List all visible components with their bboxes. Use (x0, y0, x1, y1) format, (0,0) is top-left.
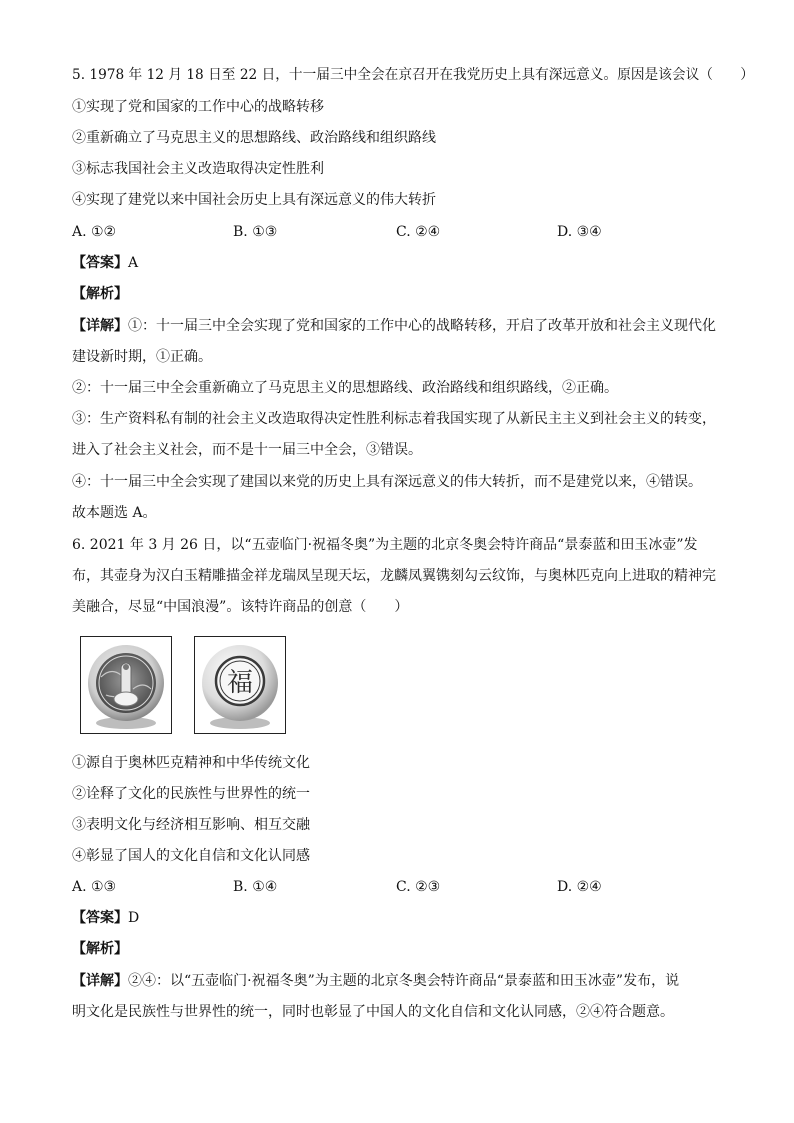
q6-item-2: ②诠释了文化的民族性与世界性的统一 (72, 786, 310, 802)
q5-detail-label: 【详解】 (72, 318, 128, 334)
q6-stem-line-2: 布，其壶身为汉白玉精雕描金祥龙瑞凤呈现天坛，龙麟凤翼镌刻勾云纹饰，与奥林匹克向上进取的精神完 (72, 568, 716, 584)
q6-answer-value: D (128, 910, 140, 926)
q6-stem-line-1: 6. 2021 年 3 月 26 日，以“五壶临门·祝福冬奥”为主题的北京冬奥会特许商品“景泰蓝和田玉冰壶”发 (72, 537, 698, 553)
q5-detail-line-1 (72, 316, 716, 336)
q5-item-3: ③标志我国社会主义改造取得决定性胜利 (72, 161, 324, 177)
curling-stone-fu-illustration (195, 637, 285, 733)
q6-option-d: D. ②④ (557, 879, 602, 895)
q5-stem: 5. 1978 年 12 月 18 日至 22 日，十一届三中全会在京召开在我党历史上具有深远意义。原因是该会议（ ） (72, 67, 754, 83)
q5-option-d: D. ③④ (557, 224, 602, 240)
q5-item-4: ④实现了建党以来中国社会历史上具有深远意义的伟大转折 (72, 192, 436, 208)
q5-detail-line-3: ②：十一届三中全会重新确立了马克思主义的思想路线、政治路线和组织路线，②正确。 (72, 380, 618, 396)
q6-item-3: ③表明文化与经济相互影响、相互交融 (72, 817, 310, 833)
q5-answer (72, 253, 138, 273)
q5-item-1: ①实现了党和国家的工作中心的战略转移 (72, 99, 324, 115)
q5-analysis-label: 【解析】 (72, 286, 128, 302)
curling-stone-fu-photo (194, 636, 286, 734)
q6-detail-label: 【详解】 (72, 973, 128, 989)
q5-detail-line-7: 故本题选 A。 (72, 505, 157, 521)
q5-detail-text-1: ①：十一届三中全会实现了党和国家的工作中心的战略转移，开启了改革开放和社会主义现代化 (128, 318, 716, 334)
q5-option-c: C. ②④ (396, 224, 441, 240)
q5-item-2: ②重新确立了马克思主义的思想路线、政治路线和组织路线 (72, 130, 436, 146)
q6-item-1: ①源自于奥林匹克精神和中华传统文化 (72, 755, 310, 771)
q5-option-b: B. ①③ (233, 224, 278, 240)
q6-option-a: A. ①③ (72, 879, 117, 895)
q6-stem-line-3: 美融合，尽显“中国浪漫”。该特许商品的创意（ ） (72, 599, 409, 615)
q5-answer-value: A (128, 255, 139, 271)
q5-detail-line-5: 进入了社会主义社会，而不是十一届三中全会，③错误。 (72, 442, 422, 458)
fu-character: 福 (226, 668, 254, 698)
q5-answer-label: 【答案】 (72, 255, 128, 271)
q6-option-b: B. ①④ (233, 879, 278, 895)
q6-answer (72, 908, 139, 928)
q5-detail-line-4: ③：生产资料私有制的社会主义改造取得决定性胜利标志着我国实现了从新民主主义到社会主义的转变， (72, 411, 716, 427)
q6-detail-text-1: ②④：以“五壶临门·祝福冬奥”为主题的北京冬奥会特许商品“景泰蓝和田玉冰壶”发布，说 (128, 973, 680, 989)
q6-answer-label: 【答案】 (72, 910, 128, 926)
q6-item-4: ④彰显了国人的文化自信和文化认同感 (72, 848, 310, 864)
q6-option-c: C. ②③ (396, 879, 441, 895)
q6-detail-line-1 (72, 971, 679, 991)
q6-detail-line-2: 明文化是民族性与世界性的统一，同时也彰显了中国人的文化自信和文化认同感，②④符合题意。 (72, 1004, 674, 1020)
curling-stone-top-illustration (81, 637, 171, 733)
q5-detail-line-2: 建设新时期，①正确。 (72, 349, 212, 365)
q5-option-a: A. ①② (72, 224, 117, 240)
q6-analysis-label: 【解析】 (72, 941, 128, 957)
curling-stone-top-photo (80, 636, 172, 734)
q5-detail-line-6: ④：十一届三中全会实现了建国以来党的历史上具有深远意义的伟大转折，而不是建党以来，④错误。 (72, 474, 702, 490)
